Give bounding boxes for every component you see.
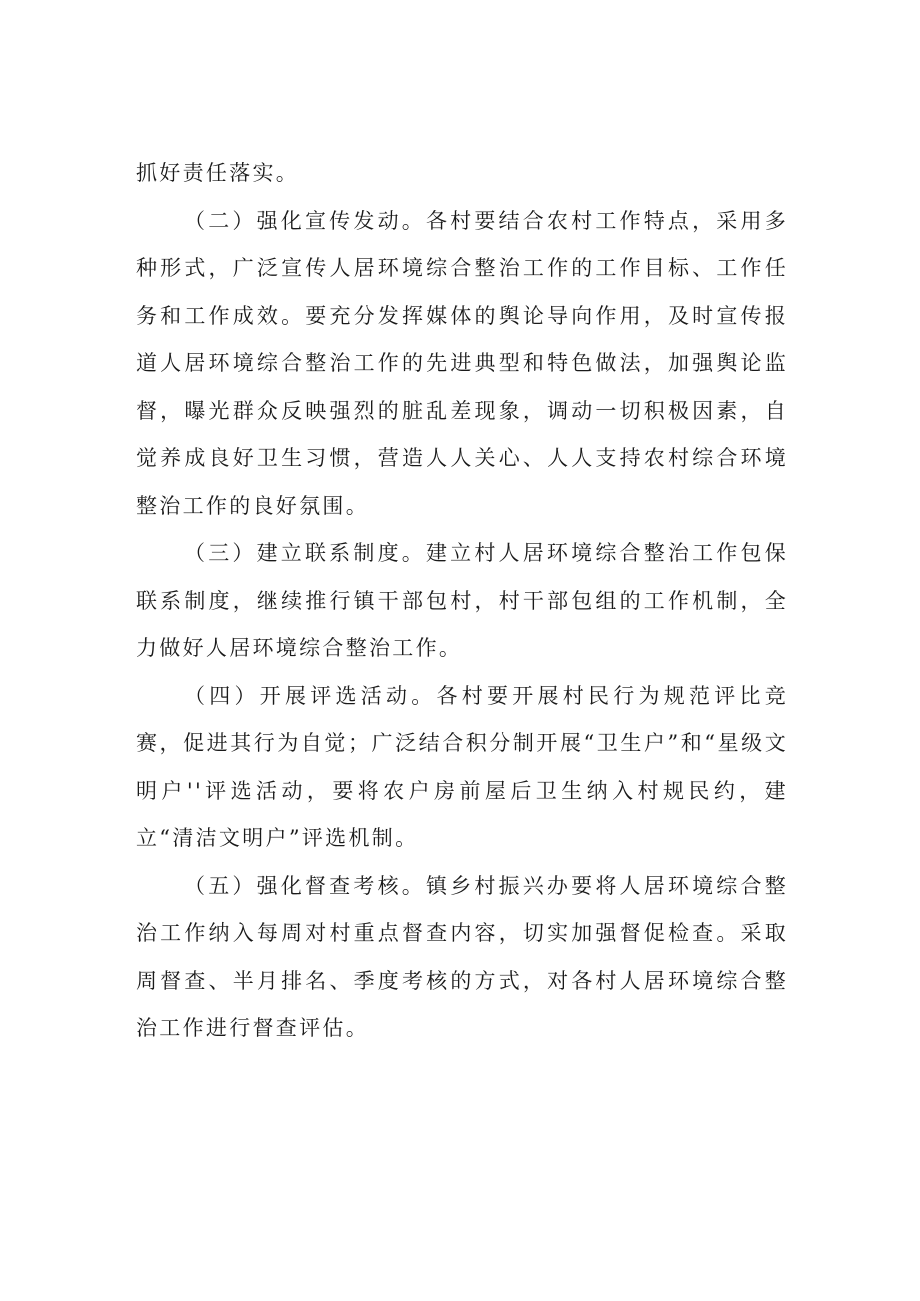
document-body: [136, 150, 788, 1053]
paragraph-contact-system: （三）建立联系制度。建立村人居环境综合整治工作包保联系制度，继续推行镇干部包村，村干部包组的工作机制，全力做好人居环境综合整治工作。: [136, 541, 788, 660]
paragraph-continuation: 抓好责任落实。: [136, 161, 300, 185]
paragraph-supervision: （五）强化督查考核。镇乡村振兴办要将人居环境综合整治工作纳入每周对村重点督查内容，切实加强督促检查。采取周督查、半月排名、季度考核的方式，对各村人居环境综合整治工作进行督查评估。: [136, 873, 788, 1040]
paragraph-selection-activity: （四）开展评选活动。各村要开展村民行为规范评比竞赛，促进其行为自觉；广泛结合积分制开展“卫生户”和“星级文明户''评选活动，要将农户房前屋后卫生纳入村规民约，建立“清洁文明户”评选机制。: [136, 683, 788, 850]
paragraph-publicity: （二）强化宣传发动。各村要结合农村工作特点，采用多种形式，广泛宣传人居环境综合整治工作的工作目标、工作任务和工作成效。要充分发挥媒体的舆论导向作用，及时宣传报道人居环境综合整治工作的先进典型和特色做法，加强舆论监督，曝光群众反映强烈的脏乱差现象，调动一切积极因素，自觉养成良好卫生习惯，营造人人关心、人人支持农村综合环境整治工作的良好氛围。: [136, 208, 788, 518]
